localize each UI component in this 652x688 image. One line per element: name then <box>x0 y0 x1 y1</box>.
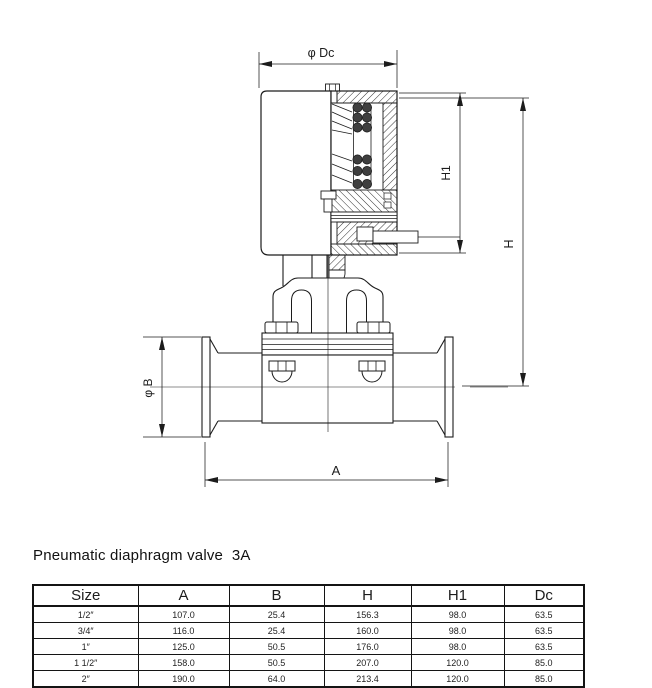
bonnet <box>265 278 390 333</box>
table-row <box>33 671 584 688</box>
table-header-row <box>33 585 584 606</box>
table-cell: 120.0 <box>411 655 504 671</box>
table-header-size: Size <box>33 585 138 606</box>
table-cell: 50.5 <box>229 655 324 671</box>
table-header-a: A <box>138 585 229 606</box>
flange-plates <box>262 333 393 355</box>
table-cell: 2″ <box>33 671 138 688</box>
table-cell: 207.0 <box>324 655 411 671</box>
table-cell: 85.0 <box>504 655 584 671</box>
table-row <box>33 623 584 639</box>
table-cell: 107.0 <box>138 606 229 623</box>
table-header-dc: Dc <box>504 585 584 606</box>
page-title: Pneumatic diaphragm valve 3A <box>33 547 251 564</box>
table-cell: 1″ <box>33 639 138 655</box>
hex-bolt <box>357 322 390 333</box>
dim-label-dc: φ Dc <box>307 46 335 60</box>
actuator <box>261 84 418 255</box>
table-cell: 50.5 <box>229 639 324 655</box>
table-cell: 158.0 <box>138 655 229 671</box>
table-cell: 25.4 <box>229 606 324 623</box>
table-cell: 98.0 <box>411 623 504 639</box>
table-cell: 64.0 <box>229 671 324 688</box>
table-cell: 85.0 <box>504 671 584 688</box>
table-cell: 3/4″ <box>33 623 138 639</box>
dim-label-h: H <box>502 239 516 249</box>
table-cell: 176.0 <box>324 639 411 655</box>
table-header-h: H <box>324 585 411 606</box>
table-row <box>33 639 584 655</box>
table-cell: 190.0 <box>138 671 229 688</box>
hex-bolt <box>359 361 385 371</box>
table-cell: 125.0 <box>138 639 229 655</box>
dim-label-b: φ B <box>141 378 155 398</box>
table-cell: 98.0 <box>411 639 504 655</box>
table-row <box>33 655 584 671</box>
spec-table <box>32 584 585 688</box>
table-cell: 1 1/2″ <box>33 655 138 671</box>
table-cell: 25.4 <box>229 623 324 639</box>
dim-label-a: A <box>331 463 341 478</box>
table-cell: 213.4 <box>324 671 411 688</box>
table-header-b: B <box>229 585 324 606</box>
table-cell: 160.0 <box>324 623 411 639</box>
table-cell: 1/2″ <box>33 606 138 623</box>
table-header-h1: H1 <box>411 585 504 606</box>
table-cell: 156.3 <box>324 606 411 623</box>
table-cell: 116.0 <box>138 623 229 639</box>
spec-table-head <box>33 585 584 606</box>
table-cell: 63.5 <box>504 639 584 655</box>
spec-table-body <box>33 606 584 687</box>
table-cell: 98.0 <box>411 606 504 623</box>
hex-bolt <box>269 361 295 371</box>
table-cell: 63.5 <box>504 606 584 623</box>
table-row <box>33 606 584 623</box>
hex-bolt <box>265 322 298 333</box>
dim-label-h1: H1 <box>439 165 453 181</box>
table-cell: 63.5 <box>504 623 584 639</box>
table-cell: 120.0 <box>411 671 504 688</box>
